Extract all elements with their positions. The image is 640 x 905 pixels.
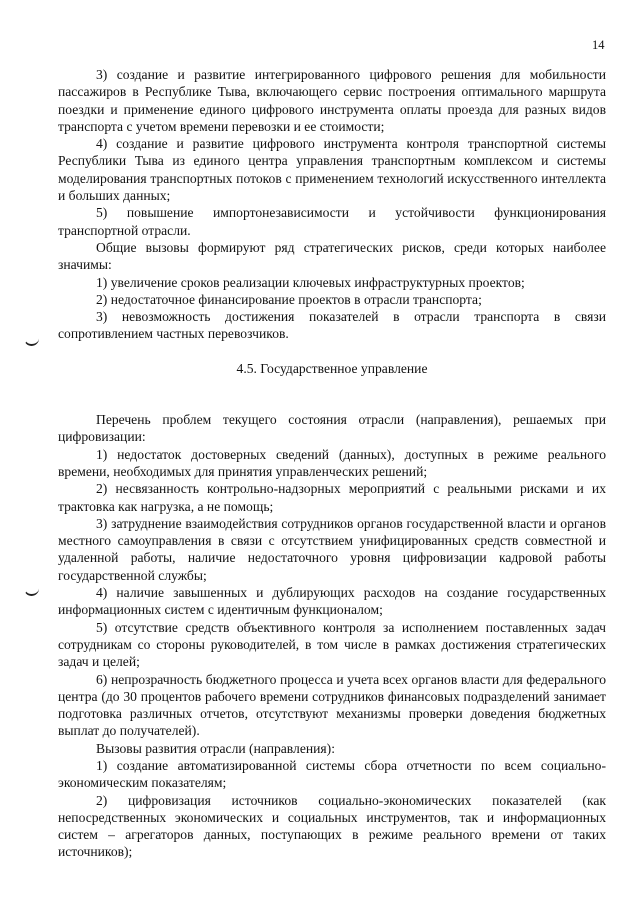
spacer — [58, 394, 606, 411]
paragraph-item-5: 5) повышение импортонезависимости и устойчивости функционирования транспортной отрасли. — [58, 205, 606, 238]
paragraph-challenge-2: 2) цифровизация источников социально-экономических показателей (как непосредственных экономических и социальных инструментов, так и информационных систем – агрегаторов данных, поступающих в режиме реального времени от таких источников); — [58, 792, 606, 860]
paragraph-problem-2: 2) несвязанность контрольно-надзорных мероприятий с реальными рисками и их трактовка как нагрузка, а не помощь; — [58, 481, 606, 514]
paragraph-item-4: 4) создание и развитие цифрового инструмента контроля транспортной системы Республики Тыва из единого центра управления транспортным комплексом и системы моделирования транспортных потоков с применением технологий искусственного интеллекта и больших данных; — [58, 136, 606, 204]
document-body — [58, 66, 606, 861]
paragraph-problem-1: 1) недостаток достоверных сведений (данных), доступных в режиме реального времени, необходимых для принятия управленческих решений; — [58, 446, 606, 479]
paragraph-problems-intro: Перечень проблем текущего состояния отрасли (направления), решаемых при цифровизации: — [58, 412, 606, 445]
paragraph-risk-1: 1) увеличение сроков реализации ключевых инфраструктурных проектов; — [96, 274, 525, 290]
paragraph-problem-4: 4) наличие завышенных и дублирующих расходов на создание государственных информационных систем с идентичным функционалом; — [58, 585, 606, 618]
margin-mark-2 — [24, 588, 39, 596]
paragraph-problem-3: 3) затруднение взаимодействия сотрудников органов государственной власти и органов местного самоуправления в связи с отсутствием унифицированных средств совместной и удаленной работы, наличие недостаточного уровня цифровизации кадровой работы государственной службы; — [58, 515, 606, 583]
paragraph-challenge-1: 1) создание автоматизированной системы сбора отчетности по всем социально-экономическим показателям; — [58, 757, 606, 791]
section-heading: 4.5. Государственное управление — [236, 360, 428, 376]
page-number: 14 — [592, 38, 605, 52]
paragraph-item-3: 3) создание и развитие интегрированного цифрового решения для мобильности пассажиров в Республике Тыва, включающего сервис построения оптимального маршрута поездки и применение единого цифрового инструмента оплаты проезда для разных видов транспорта с учетом времени перевозки и ее стоимости; — [58, 67, 606, 134]
paragraph-risk-2: 2) недостаточное финансирование проектов в отрасли транспорта; — [96, 291, 482, 307]
paragraph-risk-3: 3) невозможность достижения показателей в отрасли транспорта в связи сопротивлением частных перевозчиков. — [58, 309, 606, 342]
paragraph-problem-6: 6) непрозрачность бюджетного процесса и учета всех органов власти для федерального центра (до 30 процентов рабочего времени сотрудников финансовых подразделений занимает подготовка различных отчетов, отсутствуют механизмы проверки доведения бюджетных выплат до получателей). — [58, 671, 606, 739]
paragraph-risks-intro: Общие вызовы формируют ряд стратегических рисков, среди которых наиболее значимы: — [58, 239, 606, 273]
paragraph-challenges-intro: Вызовы развития отрасли (направления): — [96, 740, 335, 756]
margin-mark-1 — [24, 338, 39, 346]
paragraph-problem-5: 5) отсутствие средств объективного контроля за исполнением поставленных задач сотрудникам со стороны руководителей, в том числе в рамках достижения стратегических задач и целей; — [58, 619, 606, 670]
